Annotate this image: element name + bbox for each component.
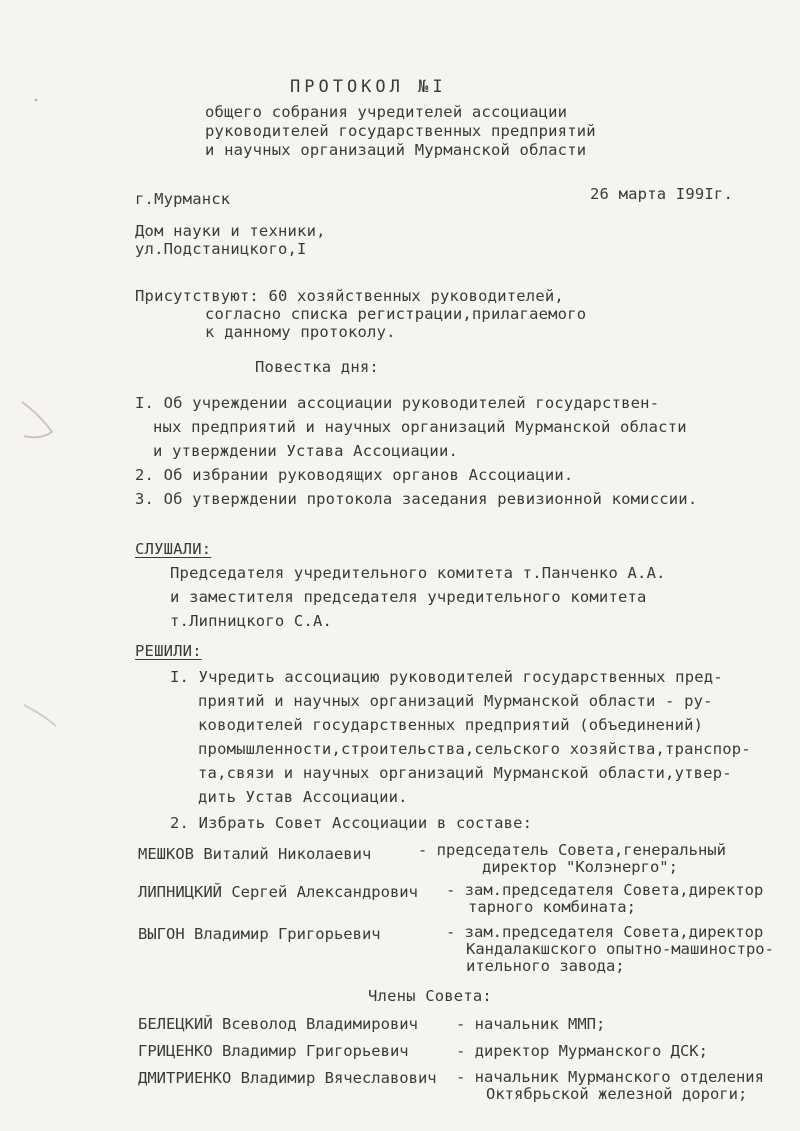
meeting-date: 26 марта I99Iг. [590,185,733,203]
member-name: БЕЛЕЦКИЙ Всеволод Владимирович [138,1015,418,1033]
attendance-line-2: согласно списка регистрации,прилагаемого [205,305,587,323]
member-role: - начальник ММП; [456,1015,606,1033]
city: г.Мурманск [135,190,231,208]
heard-line-1: Председателя учредительного комитета т.Панченко А.А. [170,564,666,582]
heard-heading: СЛУШАЛИ: [135,540,212,558]
council-name: ЛИПНИЦКИЙ Сергей Александрович [138,883,418,901]
attendance-line-1: Присутствуют: 60 хозяйственных руководителей, [135,287,564,305]
council-name: ВЫГОН Владимир Григорьевич [138,925,381,943]
decided-item1-line-2: приятий и научных организаций Мурманской области - ру- [198,692,713,710]
member-name: ГРИЦЕНКО Владимир Григорьевич [138,1042,409,1060]
council-role-cont: Кандалакшского опытно-машиностро- [466,940,774,958]
decided-item1-line-6: дить Устав Ассоциации. [198,788,408,806]
protocol-title: ПРОТОКОЛ №I [290,77,447,97]
venue-line-2: ул.Подстаницкого,I [135,240,307,258]
council-role: - зам.председателя Совета,директор [446,881,764,899]
venue-line-1: Дом науки и техники, [135,222,326,240]
decided-heading: РЕШИЛИ: [135,642,202,660]
agenda-item-2: 2. Об избрании руководящих органов Ассоциации. [135,466,574,484]
council-role: - председатель Совета,генеральный [418,841,726,859]
decided-item2: 2. Избрать Совет Ассоциации в составе: [170,814,533,832]
binder-hole-marks [0,0,60,1131]
council-role: - зам.председателя Совета,директор [446,923,764,941]
council-name: МЕШКОВ Виталий Николаевич [138,845,372,863]
heard-line-2: и заместителя председателя учредительного комитета [170,588,647,606]
agenda-item-1-cont-2: и утверждении Устава Ассоциации. [153,442,459,460]
attendance-line-3: к данному протоколу. [205,323,396,341]
subtitle-line-3: и научных организаций Мурманской области [205,141,587,159]
heard-line-3: т.Липницкого С.А. [170,612,333,630]
subtitle-line-2: руководителей государственных предприятий [205,122,596,140]
decided-item1-line-5: та,связи и научных организаций Мурманской области,утвер- [198,764,732,782]
council-role-cont: тарного комбината; [468,898,636,916]
council-role-cont: ительного завода; [466,957,625,975]
agenda-item-1: I. Об учреждении ассоциации руководителей государствен- [135,394,660,412]
decided-item1-line-4: промышленности,строительства,сельского хозяйства,транспор- [198,740,751,758]
agenda-heading: Повестка дня: [255,358,379,376]
decided-item1-line-1: I. Учредить ассоциацию руководителей государственных пред- [170,668,723,686]
subtitle-line-1: общего собрания учредителей ассоциации [205,103,568,121]
agenda-item-3: 3. Об утверждении протокола заседания ревизионной комиссии. [135,490,698,508]
decided-item1-line-3: ководителей государственных предприятий (объединений) [198,716,704,734]
members-heading: Члены Совета: [368,987,492,1005]
member-role-cont: Октябрьской железной дороги; [486,1085,748,1103]
member-role: - начальник Мурманского отделения [456,1068,764,1086]
member-name: ДМИТРИЕНКО Владимир Вячеславович [138,1069,437,1087]
council-role-cont: директор "Колэнерго"; [482,858,678,876]
agenda-item-1-cont-1: ных предприятий и научных организаций Мурманской области [153,418,687,436]
member-role: - директор Мурманского ДСК; [456,1042,708,1060]
